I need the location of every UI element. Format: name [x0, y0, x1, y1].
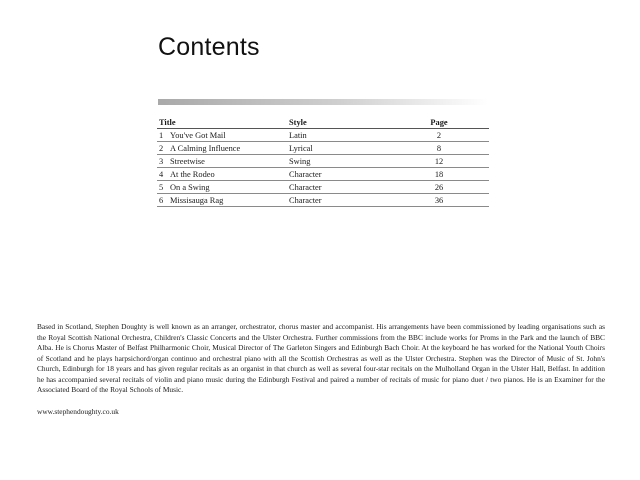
piece-title-cell	[157, 194, 287, 207]
piece-style: Lyrical	[287, 142, 387, 155]
column-header-title: Title	[157, 117, 287, 129]
piece-page: 26	[387, 181, 489, 194]
piece-page: 36	[387, 194, 489, 207]
table-row	[157, 129, 489, 142]
piece-number: 5	[159, 182, 164, 192]
piece-title: At the Rodeo	[170, 169, 215, 179]
piece-page: 18	[387, 168, 489, 181]
piece-number: 3	[159, 156, 164, 166]
piece-title: Streetwise	[170, 156, 205, 166]
piece-title-cell	[157, 181, 287, 194]
piece-title-cell	[157, 129, 287, 142]
piece-number: 2	[159, 143, 164, 153]
contents-header-row	[157, 117, 489, 129]
website-link[interactable]: www.stephendoughty.co.uk	[37, 407, 119, 416]
piece-number: 4	[159, 169, 164, 179]
table-row	[157, 181, 489, 194]
piece-page: 8	[387, 142, 489, 155]
composer-biography: Based in Scotland, Stephen Doughty is well known as an arranger, orchestrator, chorus master and accompanist. His arrangements have been commissioned by leading organisations such as the Royal Scottish National Orchestra, Children's Classic Concerts and the Ulster Orchestra. Further commissions from the BBC include works for Proms in the Park and the launch of BBC Alba. He is Chorus Master of Belfast Philharmonic Choir, Musical Director of The Garleton Singers and Edinburgh Bach Choir. At the keyboard he has worked for the National Youth Choirs of Scotland and he plays harpsichord/organ continuo and orchestral piano with all the Scottish Orchestras as well as the Ulster Orchestra. Stephen was the Director of Music of St. John's Church, Edinburgh for 18 years and has given regular recitals as an organist in that church as well as several four-star recitals on the Mulholland Organ in the Ulster Hall, Belfast. In addition he has accompanied several recitals of violin and piano music during the Edinburgh Festival and paired a number of recitals of music for piano duet / two pianos. He is an Examiner for the Associated Board of the Royal Schools of Music.	[37, 322, 605, 394]
table-row	[157, 142, 489, 155]
column-header-style: Style	[287, 117, 387, 129]
page-title: Contents	[158, 33, 260, 61]
table-row	[157, 168, 489, 181]
column-header-page: Page	[387, 117, 489, 129]
table-row	[157, 194, 489, 207]
title-underline-rule	[158, 99, 488, 105]
piece-style: Character	[287, 168, 387, 181]
piece-title-cell	[157, 155, 287, 168]
piece-style: Character	[287, 194, 387, 207]
table-row	[157, 155, 489, 168]
contents-table	[157, 117, 489, 207]
piece-title-cell	[157, 168, 287, 181]
piece-page: 12	[387, 155, 489, 168]
piece-style: Latin	[287, 129, 387, 142]
piece-number: 6	[159, 195, 164, 205]
piece-number: 1	[159, 130, 164, 140]
piece-style: Swing	[287, 155, 387, 168]
piece-title-cell	[157, 142, 287, 155]
piece-style: Character	[287, 181, 387, 194]
piece-title: You've Got Mail	[170, 130, 226, 140]
piece-title: On a Swing	[170, 182, 210, 192]
piece-page: 2	[387, 129, 489, 142]
piece-title: Missisauga Rag	[170, 195, 224, 205]
piece-title: A Calming Influence	[170, 143, 241, 153]
